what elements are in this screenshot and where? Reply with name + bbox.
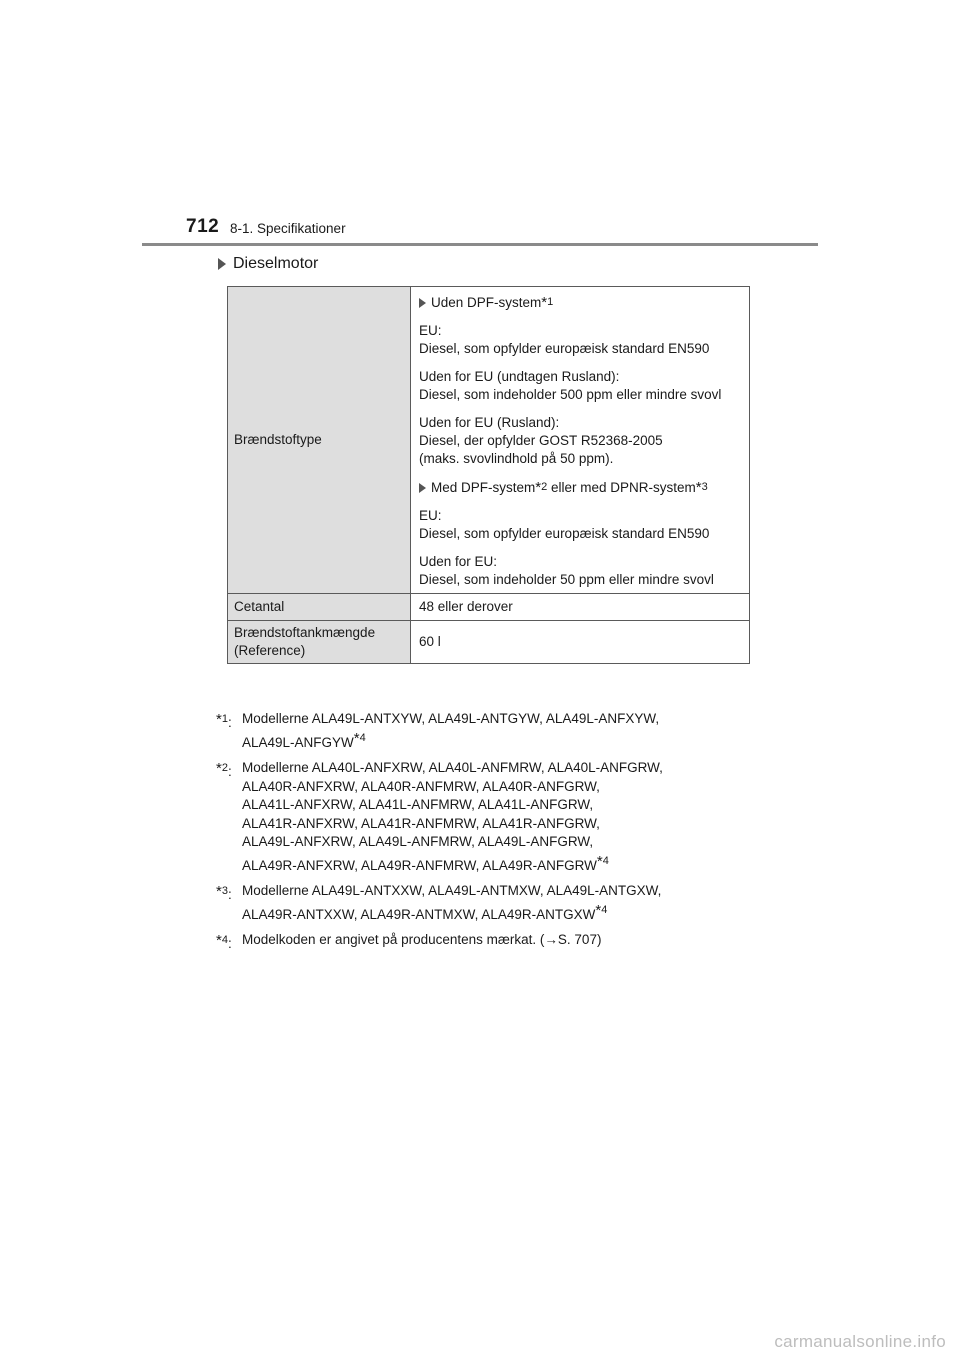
footnote-3 [216, 882, 756, 924]
without-dpf-russia: Uden for EU (Rusland): Diesel, der opfylder GOST R52368-2005 (maks. svovlindhold på 50 ppm). [419, 415, 663, 466]
tank-label: Brændstoftankmængde (Reference) [228, 621, 411, 664]
triangle-bullet-icon [218, 258, 226, 270]
heading-text: Dieselmotor [233, 255, 319, 272]
footnote-4 [216, 931, 756, 954]
footnote-text: Modelkoden er angivet på producentens mærkat. (→S. 707) [242, 932, 602, 947]
cetane-value: 48 eller derover [411, 594, 750, 621]
table-row-cetane [228, 594, 750, 621]
with-dpf-non-eu: Uden for EU: Diesel, som indeholder 50 ppm eller mindre svovl [419, 554, 714, 587]
fuel-type-label: Brændstoftype [228, 287, 411, 594]
footnote-2 [216, 759, 756, 875]
without-dpf-eu: EU: Diesel, som opfylder europæisk standard EN590 [419, 323, 710, 356]
footnote-reference: *4 [595, 901, 608, 919]
footnote-1 [216, 710, 756, 752]
with-dpf-eu: EU: Diesel, som opfylder europæisk standard EN590 [419, 508, 710, 541]
footnote-marker: *$^2$: [216, 760, 232, 779]
footnote-marker: *$^1$: [216, 711, 232, 730]
page-number: 712 [186, 216, 220, 237]
spec-table [227, 286, 750, 664]
with-dpf-heading: Med DPF-system *2 eller med DPNR-system *3 [419, 478, 741, 497]
triangle-bullet-icon [419, 298, 426, 308]
footnote-text: Modellerne ALA49L-ANTXYW, ALA49L-ANTGYW, ALA49L-ANFXYW, ALA49L-ANFGYW$^{*4}$ [242, 711, 660, 750]
section-heading [218, 255, 318, 273]
watermark: carmanualsonline.info [774, 1332, 946, 1351]
footnotes [216, 710, 756, 961]
triangle-bullet-icon [419, 483, 426, 493]
footnote-reference: *4 [353, 729, 366, 747]
footnote-text: Modellerne ALA49L-ANTXXW, ALA49L-ANTMXW, ALA49L-ANTGXW, ALA49R-ANTXXW, ALA49R-ANTMXW, ALA49R-ANTGXW$^{*4}$ [242, 883, 662, 922]
section-title: 8-1. Specifikationer [230, 221, 346, 236]
footnote-marker: *$^4$: [216, 932, 232, 951]
without-dpf-heading: Uden DPF-system *1 [419, 293, 741, 312]
table-row-fuel-type [228, 287, 750, 594]
footnote-marker: *$^3$: [216, 883, 232, 902]
tank-value: 60 l [411, 621, 750, 664]
footnote-reference: *4 [596, 852, 609, 870]
fuel-type-value [411, 287, 750, 594]
table-row-tank [228, 621, 750, 664]
without-dpf-non-eu-excl-russia: Uden for EU (undtagen Rusland): Diesel, som indeholder 500 ppm eller mindre svovl [419, 369, 722, 402]
cetane-label: Cetantal [228, 594, 411, 621]
footnote-text: Modellerne ALA40L-ANFXRW, ALA40L-ANFMRW, ALA40L-ANFGRW, ALA40R-ANFXRW, ALA40R-ANFMRW, ALA40R-ANFGRW, ALA41L-ANFXRW, ALA41L-ANFMRW, ALA41L-ANFGRW, ALA41R-ANFXRW, ALA41R-ANFMRW, ALA41R-ANFGRW, ALA49L-ANFXRW, ALA49L-ANFMRW, ALA49L-ANFGRW, ALA49R-ANFXRW, ALA49R-ANFMRW, ALA49R-ANFGRW$^{*4}$ [242, 760, 663, 873]
header-divider [142, 243, 818, 246]
